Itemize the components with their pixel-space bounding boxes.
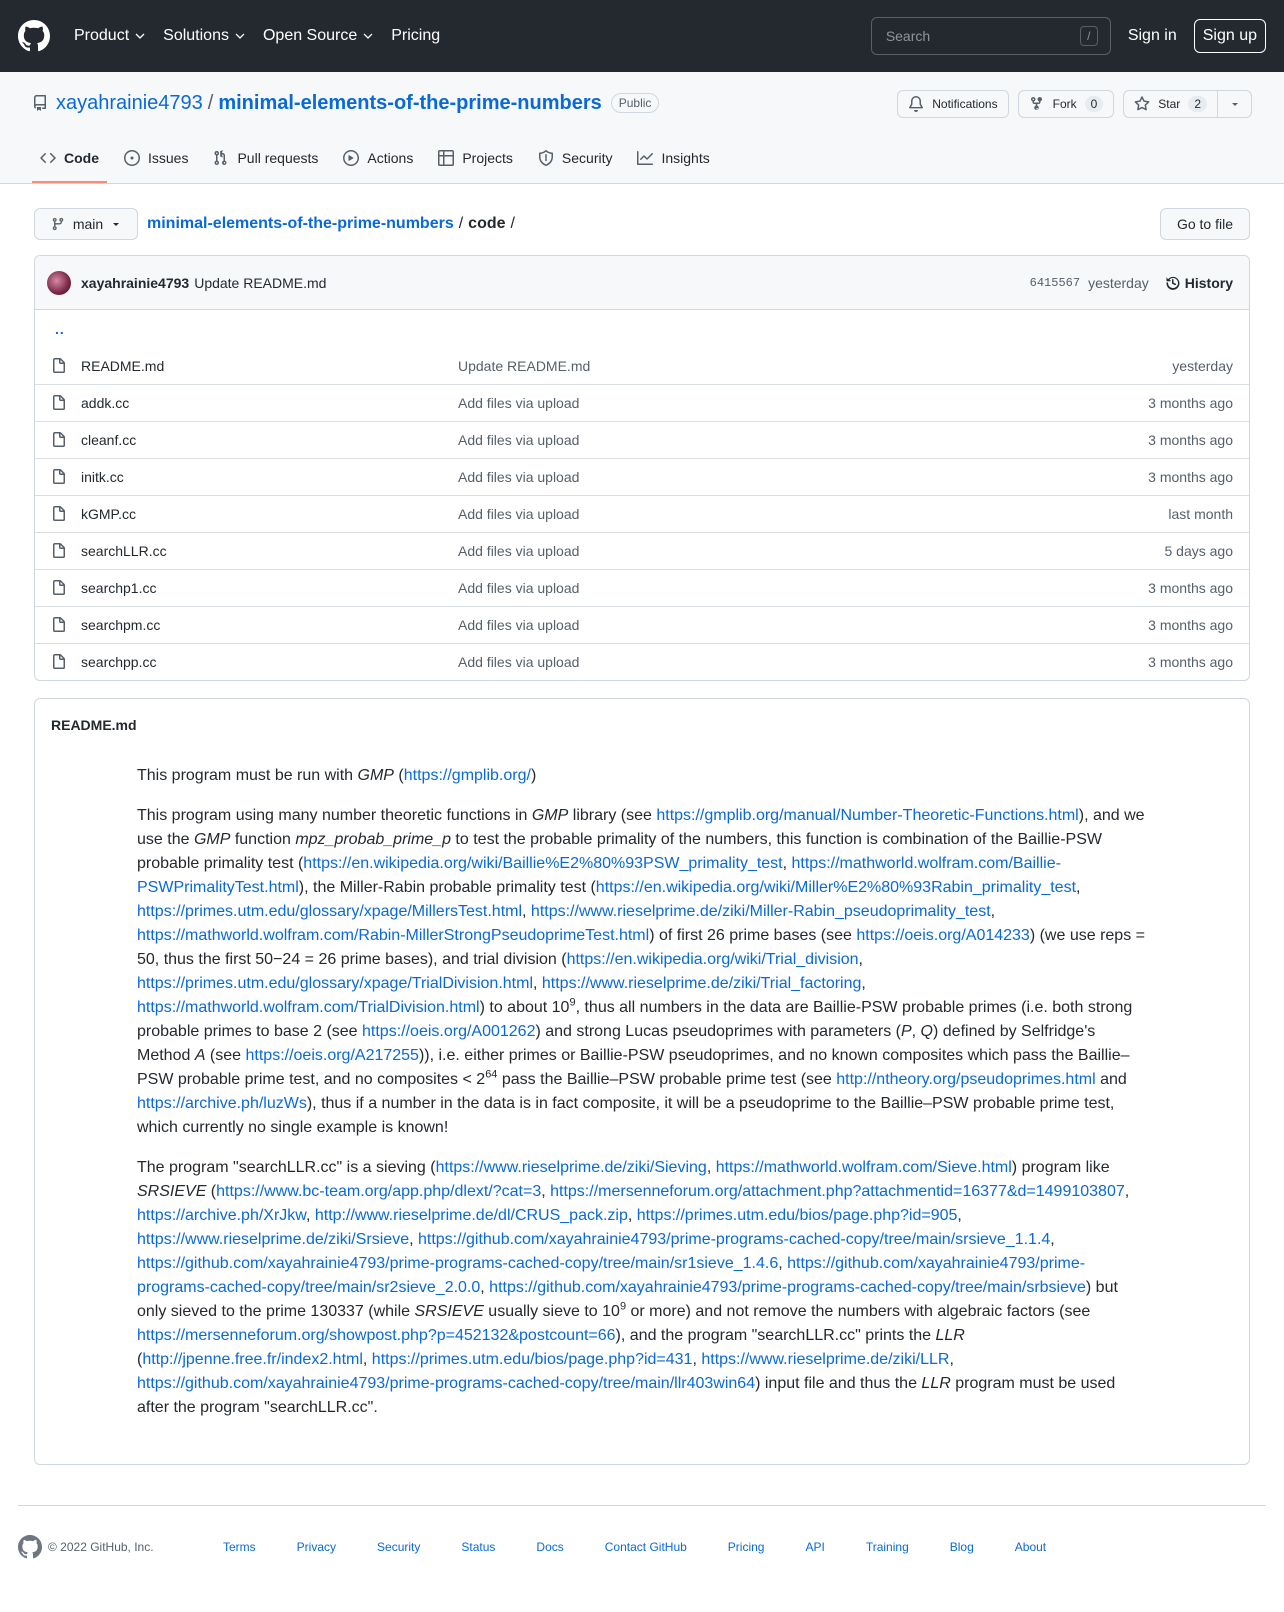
readme-text: ) defined by Selfridge's Method: [137, 1023, 1096, 1064]
sign-up-button[interactable]: Sign up: [1194, 19, 1266, 53]
table-row: [35, 643, 1249, 680]
readme-link[interactable]: https://mathworld.wolfram.com/Sieve.html: [715, 1159, 1012, 1176]
go-to-file-button[interactable]: Go to file: [1160, 208, 1250, 240]
readme-emphasis: GMP: [531, 807, 569, 824]
avatar[interactable]: [47, 271, 71, 295]
readme-link[interactable]: https://oeis.org/A217255: [245, 1047, 419, 1064]
readme-link[interactable]: https://github.com/xayahrainie4793/prime-programs-cached-copy/tree/main/srsieve_1.1.4: [417, 1231, 1051, 1248]
readme-link[interactable]: https://gmplib.org/: [403, 767, 531, 784]
fork-button[interactable]: Fork 0: [1018, 90, 1115, 118]
file-navigation: [34, 207, 1250, 240]
file-name-link[interactable]: searchpp.cc: [81, 654, 157, 670]
readme-link[interactable]: http://jpenne.free.fr/index2.html: [142, 1351, 363, 1368]
readme-link[interactable]: https://archive.ph/XrJkw: [137, 1207, 306, 1224]
star-icon: [1134, 96, 1150, 112]
file-browser: [34, 255, 1250, 681]
readme-text: The program "searchLLR.cc" is a sieving (: [137, 1159, 436, 1176]
file-icon: [51, 654, 67, 670]
readme-link[interactable]: https://mersenneforum.org/showpost.php?p=452132&postcount=66: [137, 1327, 616, 1344]
readme-emphasis: SRSIEVE: [137, 1183, 207, 1200]
readme-text: This program using many number theoretic functions in: [137, 807, 532, 824]
table-row: [35, 569, 1249, 606]
file-age: 3 months ago: [1148, 654, 1233, 670]
readme-link[interactable]: https://en.wikipedia.org/wiki/Trial_division: [566, 951, 859, 968]
table-row: [35, 384, 1249, 421]
tab-projects[interactable]: Projects: [430, 135, 521, 183]
readme-title: README.md: [51, 716, 137, 733]
readme-text: ,: [692, 1351, 702, 1368]
file-icon: [51, 506, 67, 522]
breadcrumb-trailing-separator: /: [510, 214, 515, 232]
file-icon: [51, 395, 67, 411]
file-name-link[interactable]: initk.cc: [81, 469, 124, 485]
readme-link[interactable]: https://gmplib.org/manual/Number-Theoretic-Functions.html: [656, 807, 1079, 824]
play-icon: [343, 150, 359, 166]
nav-open-source[interactable]: Open Source: [263, 27, 373, 45]
readme-text: ): [530, 767, 537, 784]
readme-link[interactable]: https://www.rieselprime.de/ziki/LLR: [701, 1351, 950, 1368]
readme-text: usually sieve to 10: [483, 1303, 620, 1320]
readme-link[interactable]: https://www.rieselprime.de/ziki/Trial_factoring: [541, 975, 862, 992]
readme-text: )), i.e. either primes or Baillie-PSW pseudoprimes, and no known composites which pass the Baillie–PSW probable prime test, and no composites < 2: [137, 1047, 1130, 1088]
readme-text: ,: [1050, 1231, 1055, 1248]
readme-link[interactable]: http://www.rieselprime.de/dl/CRUS_pack.zip: [314, 1207, 628, 1224]
readme-text: pass the Baillie–PSW probable prime test (see: [497, 1071, 837, 1088]
breadcrumb-current-dir: code: [468, 214, 506, 232]
visibility-badge: Public: [611, 93, 660, 113]
pull-request-icon: [213, 150, 229, 166]
readme-text: ), and the program "searchLLR.cc" prints the: [615, 1327, 936, 1344]
readme-emphasis: A: [194, 1047, 206, 1064]
readme-link[interactable]: https://primes.utm.edu/bios/page.php?id=905: [636, 1207, 958, 1224]
readme-text: (see: [205, 1047, 246, 1064]
file-commit-message-link[interactable]: Add files via upload: [458, 654, 580, 670]
main-content: [0, 207, 1284, 1465]
parent-directory-link[interactable]: ..: [55, 320, 65, 337]
search-shortcut-key: /: [1080, 26, 1098, 46]
notifications-button[interactable]: Notifications: [897, 90, 1008, 118]
readme-link[interactable]: https://en.wikipedia.org/wiki/Baillie%E2%80%93PSW_primality_test: [303, 855, 783, 872]
copyright: © 2022 GitHub, Inc.: [48, 1539, 154, 1554]
readme-link[interactable]: http://ntheory.org/pseudoprimes.html: [836, 1071, 1096, 1088]
readme-text: ) of first 26 prime bases (see: [649, 927, 857, 944]
readme-text: (: [206, 1183, 217, 1200]
repo-icon: [32, 95, 48, 111]
readme-text: to test the probable primality of the numbers, this function is combination of the Baillie-PSW probable primality test (: [137, 831, 1102, 872]
footer-link-about[interactable]: About: [1014, 1539, 1047, 1554]
footer-link-blog[interactable]: Blog: [949, 1539, 974, 1554]
readme-text: ), and we use the: [137, 807, 1145, 848]
readme-emphasis: SRSIEVE: [414, 1303, 484, 1320]
readme-text: ,: [541, 1183, 551, 1200]
readme-link[interactable]: https://oeis.org/A014233: [856, 927, 1030, 944]
readme-link[interactable]: https://github.com/xayahrainie4793/prime-programs-cached-copy/tree/main/srbsieve: [489, 1279, 1086, 1296]
readme-superscript: 9: [619, 1300, 627, 1313]
readme-link[interactable]: https://primes.utm.edu/glossary/xpage/TrialDivision.html: [137, 975, 533, 992]
file-name-link[interactable]: cleanf.cc: [81, 432, 137, 448]
readme-emphasis: Q: [920, 1023, 933, 1040]
star-button-group: [1123, 90, 1252, 118]
file-commit-message-link[interactable]: Update README.md: [458, 357, 591, 374]
readme-superscript: 64: [485, 1068, 498, 1081]
graph-icon: [637, 150, 653, 166]
commit-author-link[interactable]: xayahrainie4793: [81, 274, 190, 291]
branch-selector[interactable]: [34, 208, 138, 240]
readme-text: (: [393, 767, 404, 784]
file-name-link[interactable]: searchpm.cc: [81, 617, 161, 633]
readme-text: ,: [1076, 879, 1081, 896]
star-dropdown-button[interactable]: [1218, 90, 1252, 118]
file-name-link[interactable]: searchp1.cc: [81, 580, 157, 596]
file-commit-message-link[interactable]: Add files via upload: [458, 580, 580, 596]
file-icon: [51, 580, 67, 596]
readme-text: ,: [858, 951, 863, 968]
file-icon: [51, 469, 67, 485]
readme-text: ), the Miller-Rabin probable primality test (: [298, 879, 596, 896]
table-row: [35, 347, 1249, 384]
footer-link-api[interactable]: API: [805, 1539, 825, 1554]
readme-link[interactable]: https://www.rieselprime.de/ziki/Miller-Rabin_pseudoprimality_test: [530, 903, 991, 920]
file-name-link[interactable]: README.md: [81, 357, 165, 374]
tab-security[interactable]: Security: [530, 135, 621, 183]
file-name-link[interactable]: kGMP.cc: [81, 506, 136, 522]
readme-text: ,: [782, 855, 792, 872]
repo-header: [0, 72, 1284, 184]
file-name-link[interactable]: searchLLR.cc: [81, 543, 167, 559]
commit-meta: [1030, 275, 1233, 291]
file-age: 3 months ago: [1148, 617, 1233, 633]
readme-text: program must be used after the program "searchLLR.cc".: [137, 1375, 1116, 1416]
readme-text: ,: [362, 1351, 372, 1368]
readme-text: ,: [778, 1255, 788, 1272]
readme-text: function: [230, 831, 296, 848]
file-commit-message-link[interactable]: Add files via upload: [458, 617, 580, 633]
footer: [18, 1505, 1266, 1587]
readme-emphasis: GMP: [193, 831, 231, 848]
readme-emphasis: mpz_probab_prime_p: [295, 831, 451, 848]
readme-text: , thus all numbers in the data are Baillie-PSW probable primes (i.e. both strong probable primes to base 2 (see: [137, 999, 1133, 1040]
readme-link[interactable]: https://primes.utm.edu/glossary/xpage/MillersTest.html: [137, 903, 523, 920]
nav-product[interactable]: Product: [74, 27, 145, 45]
table-icon: [438, 150, 454, 166]
readme-text: ,: [957, 1207, 962, 1224]
search-input[interactable]: [884, 27, 1080, 45]
readme-link[interactable]: https://github.com/xayahrainie4793/prime-programs-cached-copy/tree/main/sr1sieve_1.4.6: [137, 1255, 779, 1272]
readme-text: ,: [911, 1023, 921, 1040]
footer-link-security[interactable]: Security: [377, 1539, 421, 1554]
triangle-down-icon: [111, 219, 121, 229]
readme-text: ) (we use reps = 50, thus the first 50−24 = 26 prime bases), and trial division (: [137, 927, 1145, 968]
breadcrumb-repo-link[interactable]: minimal-elements-of-the-prime-numbers: [147, 214, 454, 232]
table-row: [35, 606, 1249, 643]
repo-owner-link[interactable]: xayahrainie4793: [56, 91, 203, 114]
readme-link[interactable]: https://en.wikipedia.org/wiki/Miller%E2%80%93Rabin_primality_test: [595, 879, 1077, 896]
readme-link[interactable]: https://mathworld.wolfram.com/Baillie-PSWPrimalityTest.html: [137, 855, 1061, 896]
repo-name-link[interactable]: minimal-elements-of-the-prime-numbers: [218, 91, 602, 114]
readme-emphasis: GMP: [357, 767, 394, 784]
readme-paragraph: [137, 1156, 1146, 1420]
readme-text: ,: [533, 975, 542, 992]
footer-links: [223, 1540, 1087, 1554]
commit-sha-link[interactable]: 6415567: [1029, 275, 1081, 290]
file-age: yesterday: [1172, 357, 1233, 374]
github-mark-icon[interactable]: [18, 1535, 42, 1559]
chevron-down-icon: [235, 31, 245, 41]
readme-text: ,: [861, 975, 866, 992]
readme-emphasis: LLR: [921, 1375, 951, 1392]
table-row: [35, 458, 1249, 495]
readme-link[interactable]: https://mathworld.wolfram.com/Rabin-MillerStrongPseudoprimeTest.html: [137, 927, 650, 944]
top-nav: [74, 27, 458, 45]
file-icon: [51, 432, 67, 448]
github-logo-icon[interactable]: [18, 20, 50, 52]
commit-time: yesterday: [1088, 274, 1149, 291]
branch-name: main: [72, 215, 104, 232]
readme-text: ) input file and thus the: [755, 1375, 922, 1392]
shield-icon: [538, 150, 554, 166]
table-row: [35, 495, 1249, 532]
readme-text: ,: [706, 1159, 716, 1176]
readme-text: ) and strong Lucas pseudoprimes with parameters (: [535, 1023, 901, 1040]
triangle-down-icon: [1230, 99, 1240, 109]
file-icon: [51, 617, 67, 633]
git-branch-icon: [51, 217, 65, 231]
readme-text: ,: [409, 1231, 418, 1248]
footer-link-privacy[interactable]: Privacy: [296, 1539, 337, 1554]
footer-link-status[interactable]: Status: [461, 1539, 496, 1554]
readme-link[interactable]: https://www.bc-team.org/app.php/dlext/?cat=3: [216, 1183, 542, 1200]
sign-in-link[interactable]: Sign in: [1127, 27, 1177, 44]
star-button[interactable]: Star 2: [1123, 90, 1218, 118]
readme-text: ,: [990, 903, 996, 920]
file-age: 5 days ago: [1164, 543, 1233, 559]
readme-link[interactable]: https://github.com/xayahrainie4793/prime-programs-cached-copy/tree/main/llr403win64: [137, 1375, 756, 1392]
readme-panel: [34, 698, 1250, 1465]
readme-link[interactable]: https://www.rieselprime.de/ziki/Srsieve: [137, 1231, 410, 1248]
file-age: 3 months ago: [1148, 469, 1233, 485]
footer-link-contact-github[interactable]: Contact GitHub: [604, 1539, 687, 1554]
file-age: last month: [1168, 506, 1233, 522]
tab-issues[interactable]: Issues: [116, 135, 196, 183]
readme-text: ), thus if a number in the data is in fact composite, it will be a pseudoprime to the Baillie–PSW probable prime test, which currently no single example is known!: [137, 1095, 1115, 1136]
file-age: 3 months ago: [1148, 432, 1233, 448]
file-icon: [51, 543, 67, 559]
readme-link[interactable]: https://github.com/xayahrainie4793/prime-programs-cached-copy/tree/main/sr2sieve_2.0.0: [137, 1255, 1086, 1296]
footer-link-pricing[interactable]: Pricing: [727, 1539, 765, 1554]
readme-text: This program must be run with: [137, 767, 358, 784]
latest-commit-bar: [35, 256, 1249, 310]
file-commit-message-link[interactable]: Add files via upload: [458, 543, 580, 559]
issue-icon: [124, 150, 140, 166]
repo-actions: [897, 90, 1252, 118]
readme-text: or more) and not remove the numbers with algebraic factors (see: [626, 1303, 1091, 1320]
code-icon: [40, 150, 56, 166]
readme-text: ,: [305, 1207, 315, 1224]
fork-icon: [1029, 96, 1045, 112]
history-link[interactable]: History: [1165, 275, 1233, 291]
chevron-down-icon: [135, 31, 145, 41]
nav-solutions[interactable]: Solutions: [163, 27, 245, 45]
nav-pricing[interactable]: Pricing: [391, 27, 441, 44]
tab-insights[interactable]: Insights: [629, 135, 717, 183]
parent-directory-row: [35, 310, 1249, 347]
readme-superscript: 9: [569, 996, 576, 1009]
readme-text: ) program like: [1011, 1159, 1110, 1176]
readme-text: ) but only sieved to the prime 130337 (while: [137, 1279, 1118, 1320]
repo-title: [32, 92, 659, 114]
footer-link-terms[interactable]: Terms: [223, 1539, 256, 1554]
readme-paragraph: [137, 804, 1146, 1140]
global-header: [0, 0, 1284, 72]
breadcrumb-separator: /: [458, 214, 464, 232]
readme-link[interactable]: https://primes.utm.edu/bios/page.php?id=431: [371, 1351, 693, 1368]
history-icon: [1165, 275, 1181, 291]
readme-text: ,: [480, 1279, 490, 1296]
readme-text: ,: [522, 903, 531, 920]
readme-text: ,: [949, 1351, 954, 1368]
table-row: [35, 532, 1249, 569]
file-commit-message-link[interactable]: Add files via upload: [458, 432, 580, 448]
table-row: [35, 421, 1249, 458]
bell-icon: [908, 96, 924, 112]
tab-code[interactable]: Code: [32, 135, 107, 183]
readme-text: and: [1095, 1071, 1127, 1088]
search-box: [871, 17, 1111, 55]
readme-body: [35, 764, 1249, 1420]
file-list: [35, 347, 1249, 680]
readme-text: ,: [627, 1207, 637, 1224]
readme-link[interactable]: https://www.rieselprime.de/ziki/Sieving: [435, 1159, 707, 1176]
file-age: 3 months ago: [1148, 580, 1233, 596]
tab-pull-requests[interactable]: Pull requests: [205, 135, 326, 183]
fork-count: 0: [1085, 96, 1104, 112]
repo-tabs: [32, 135, 727, 183]
readme-text: library (see: [568, 807, 657, 824]
readme-text: ) to about 10: [479, 999, 570, 1016]
file-commit-message-link[interactable]: Add files via upload: [458, 395, 580, 411]
readme-link[interactable]: https://mathworld.wolfram.com/TrialDivision.html: [137, 999, 480, 1016]
readme-text: (: [137, 1351, 143, 1368]
readme-paragraph: [137, 764, 1146, 788]
readme-link[interactable]: https://oeis.org/A001262: [362, 1023, 536, 1040]
repo-title-separator: /: [207, 91, 214, 114]
chevron-down-icon: [363, 31, 373, 41]
file-commit-message-link[interactable]: Add files via upload: [458, 469, 580, 485]
footer-link-training[interactable]: Training: [865, 1539, 909, 1554]
file-icon: [51, 358, 67, 374]
tab-actions[interactable]: Actions: [335, 135, 421, 183]
readme-link[interactable]: https://archive.ph/luzWs: [137, 1095, 307, 1112]
file-age: 3 months ago: [1148, 395, 1233, 411]
readme-emphasis: LLR: [935, 1327, 965, 1344]
breadcrumb: [147, 215, 520, 233]
readme-emphasis: P: [900, 1023, 912, 1040]
commit-message-link[interactable]: Update README.md: [194, 274, 327, 291]
file-commit-message-link[interactable]: Add files via upload: [458, 506, 580, 522]
star-count: 2: [1188, 96, 1207, 112]
readme-link[interactable]: https://mersenneforum.org/attachment.php?attachmentid=16377&d=1499103807: [550, 1183, 1125, 1200]
readme-text: ,: [1124, 1183, 1130, 1200]
file-name-link[interactable]: addk.cc: [81, 395, 130, 411]
footer-link-docs[interactable]: Docs: [536, 1539, 564, 1554]
